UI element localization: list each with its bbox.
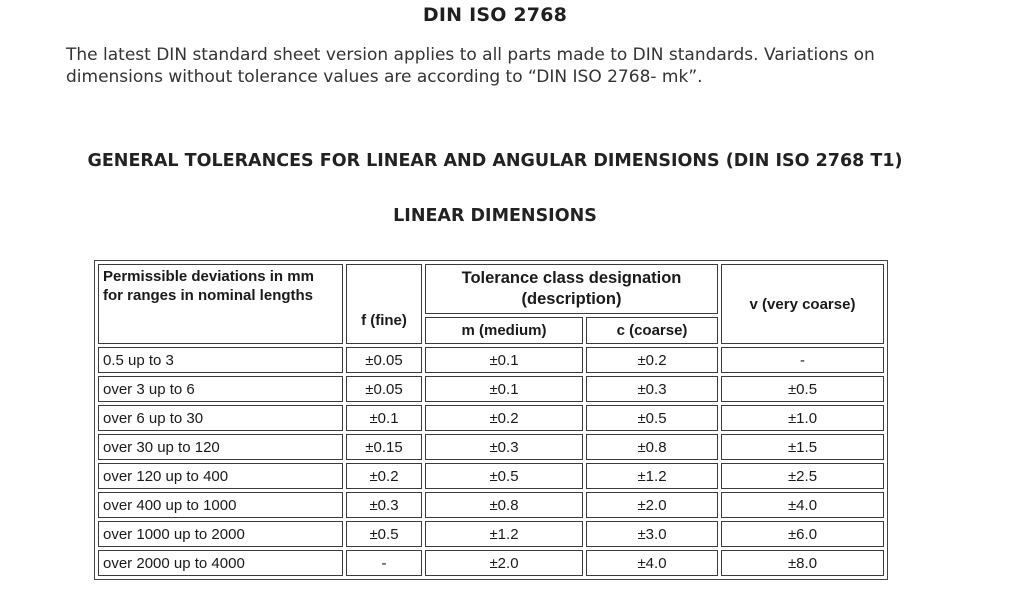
- cell-very-coarse: ±6.0: [721, 521, 884, 547]
- cell-medium: ±1.2: [425, 521, 583, 547]
- cell-medium: ±0.8: [425, 492, 583, 518]
- cell-range: over 1000 up to 2000: [98, 521, 343, 547]
- cell-very-coarse: -: [721, 347, 884, 373]
- cell-fine: ±0.1: [346, 405, 422, 431]
- sub-title: LINEAR DIMENSIONS: [393, 206, 597, 226]
- cell-coarse: ±1.2: [586, 463, 718, 489]
- document-title: DIN ISO 2768: [422, 4, 568, 26]
- cell-medium: ±0.3: [425, 434, 583, 460]
- header-fine: f (fine): [346, 264, 422, 344]
- cell-range: over 6 up to 30: [98, 405, 343, 431]
- cell-coarse: ±0.8: [586, 434, 718, 460]
- cell-range: over 30 up to 120: [98, 434, 343, 460]
- table-row: [98, 463, 884, 489]
- cell-medium: ±0.1: [425, 376, 583, 402]
- table-header-row: [98, 264, 884, 314]
- table-row: [98, 492, 884, 518]
- table-row: [98, 434, 884, 460]
- header-permissible-deviations: Permissible deviations in mm for ranges in nominal lengths: [98, 264, 343, 344]
- cell-very-coarse: ±0.5: [721, 376, 884, 402]
- cell-very-coarse: ±1.0: [721, 405, 884, 431]
- cell-fine: ±0.5: [346, 521, 422, 547]
- table-body: [98, 347, 884, 576]
- cell-medium: ±0.5: [425, 463, 583, 489]
- cell-coarse: ±2.0: [586, 492, 718, 518]
- cell-medium: ±2.0: [425, 550, 583, 576]
- cell-very-coarse: ±2.5: [721, 463, 884, 489]
- cell-coarse: ±0.5: [586, 405, 718, 431]
- table-row: [98, 376, 884, 402]
- intro-paragraph: The latest DIN standard sheet version applies to all parts made to DIN standards. Variations on dimensions without tolerance values are according to “DIN ISO 2768- mk”.: [66, 45, 875, 87]
- cell-range: over 400 up to 1000: [98, 492, 343, 518]
- table-row: [98, 550, 884, 576]
- header-tolerance-class: Tolerance class designation (description): [425, 264, 718, 314]
- cell-very-coarse: ±8.0: [721, 550, 884, 576]
- table-row: [98, 347, 884, 373]
- cell-fine: ±0.3: [346, 492, 422, 518]
- cell-range: over 2000 up to 4000: [98, 550, 343, 576]
- header-very-coarse: v (very coarse): [721, 264, 884, 344]
- cell-range: 0.5 up to 3: [98, 347, 343, 373]
- cell-very-coarse: ±4.0: [721, 492, 884, 518]
- cell-range: over 120 up to 400: [98, 463, 343, 489]
- cell-fine: ±0.2: [346, 463, 422, 489]
- section-title: GENERAL TOLERANCES FOR LINEAR AND ANGULAR DIMENSIONS (DIN ISO 2768 T1): [87, 151, 903, 171]
- cell-very-coarse: ±1.5: [721, 434, 884, 460]
- cell-medium: ±0.1: [425, 347, 583, 373]
- cell-fine: ±0.05: [346, 347, 422, 373]
- table-row: [98, 521, 884, 547]
- header-coarse: c (coarse): [586, 317, 718, 344]
- cell-coarse: ±0.2: [586, 347, 718, 373]
- tolerance-table-container: [94, 260, 888, 580]
- cell-coarse: ±0.3: [586, 376, 718, 402]
- table-row: [98, 405, 884, 431]
- tolerance-table: [94, 260, 888, 580]
- header-medium: m (medium): [425, 317, 583, 344]
- cell-coarse: ±3.0: [586, 521, 718, 547]
- cell-medium: ±0.2: [425, 405, 583, 431]
- cell-fine: ±0.15: [346, 434, 422, 460]
- cell-coarse: ±4.0: [586, 550, 718, 576]
- cell-fine: ±0.05: [346, 376, 422, 402]
- cell-range: over 3 up to 6: [98, 376, 343, 402]
- cell-fine: -: [346, 550, 422, 576]
